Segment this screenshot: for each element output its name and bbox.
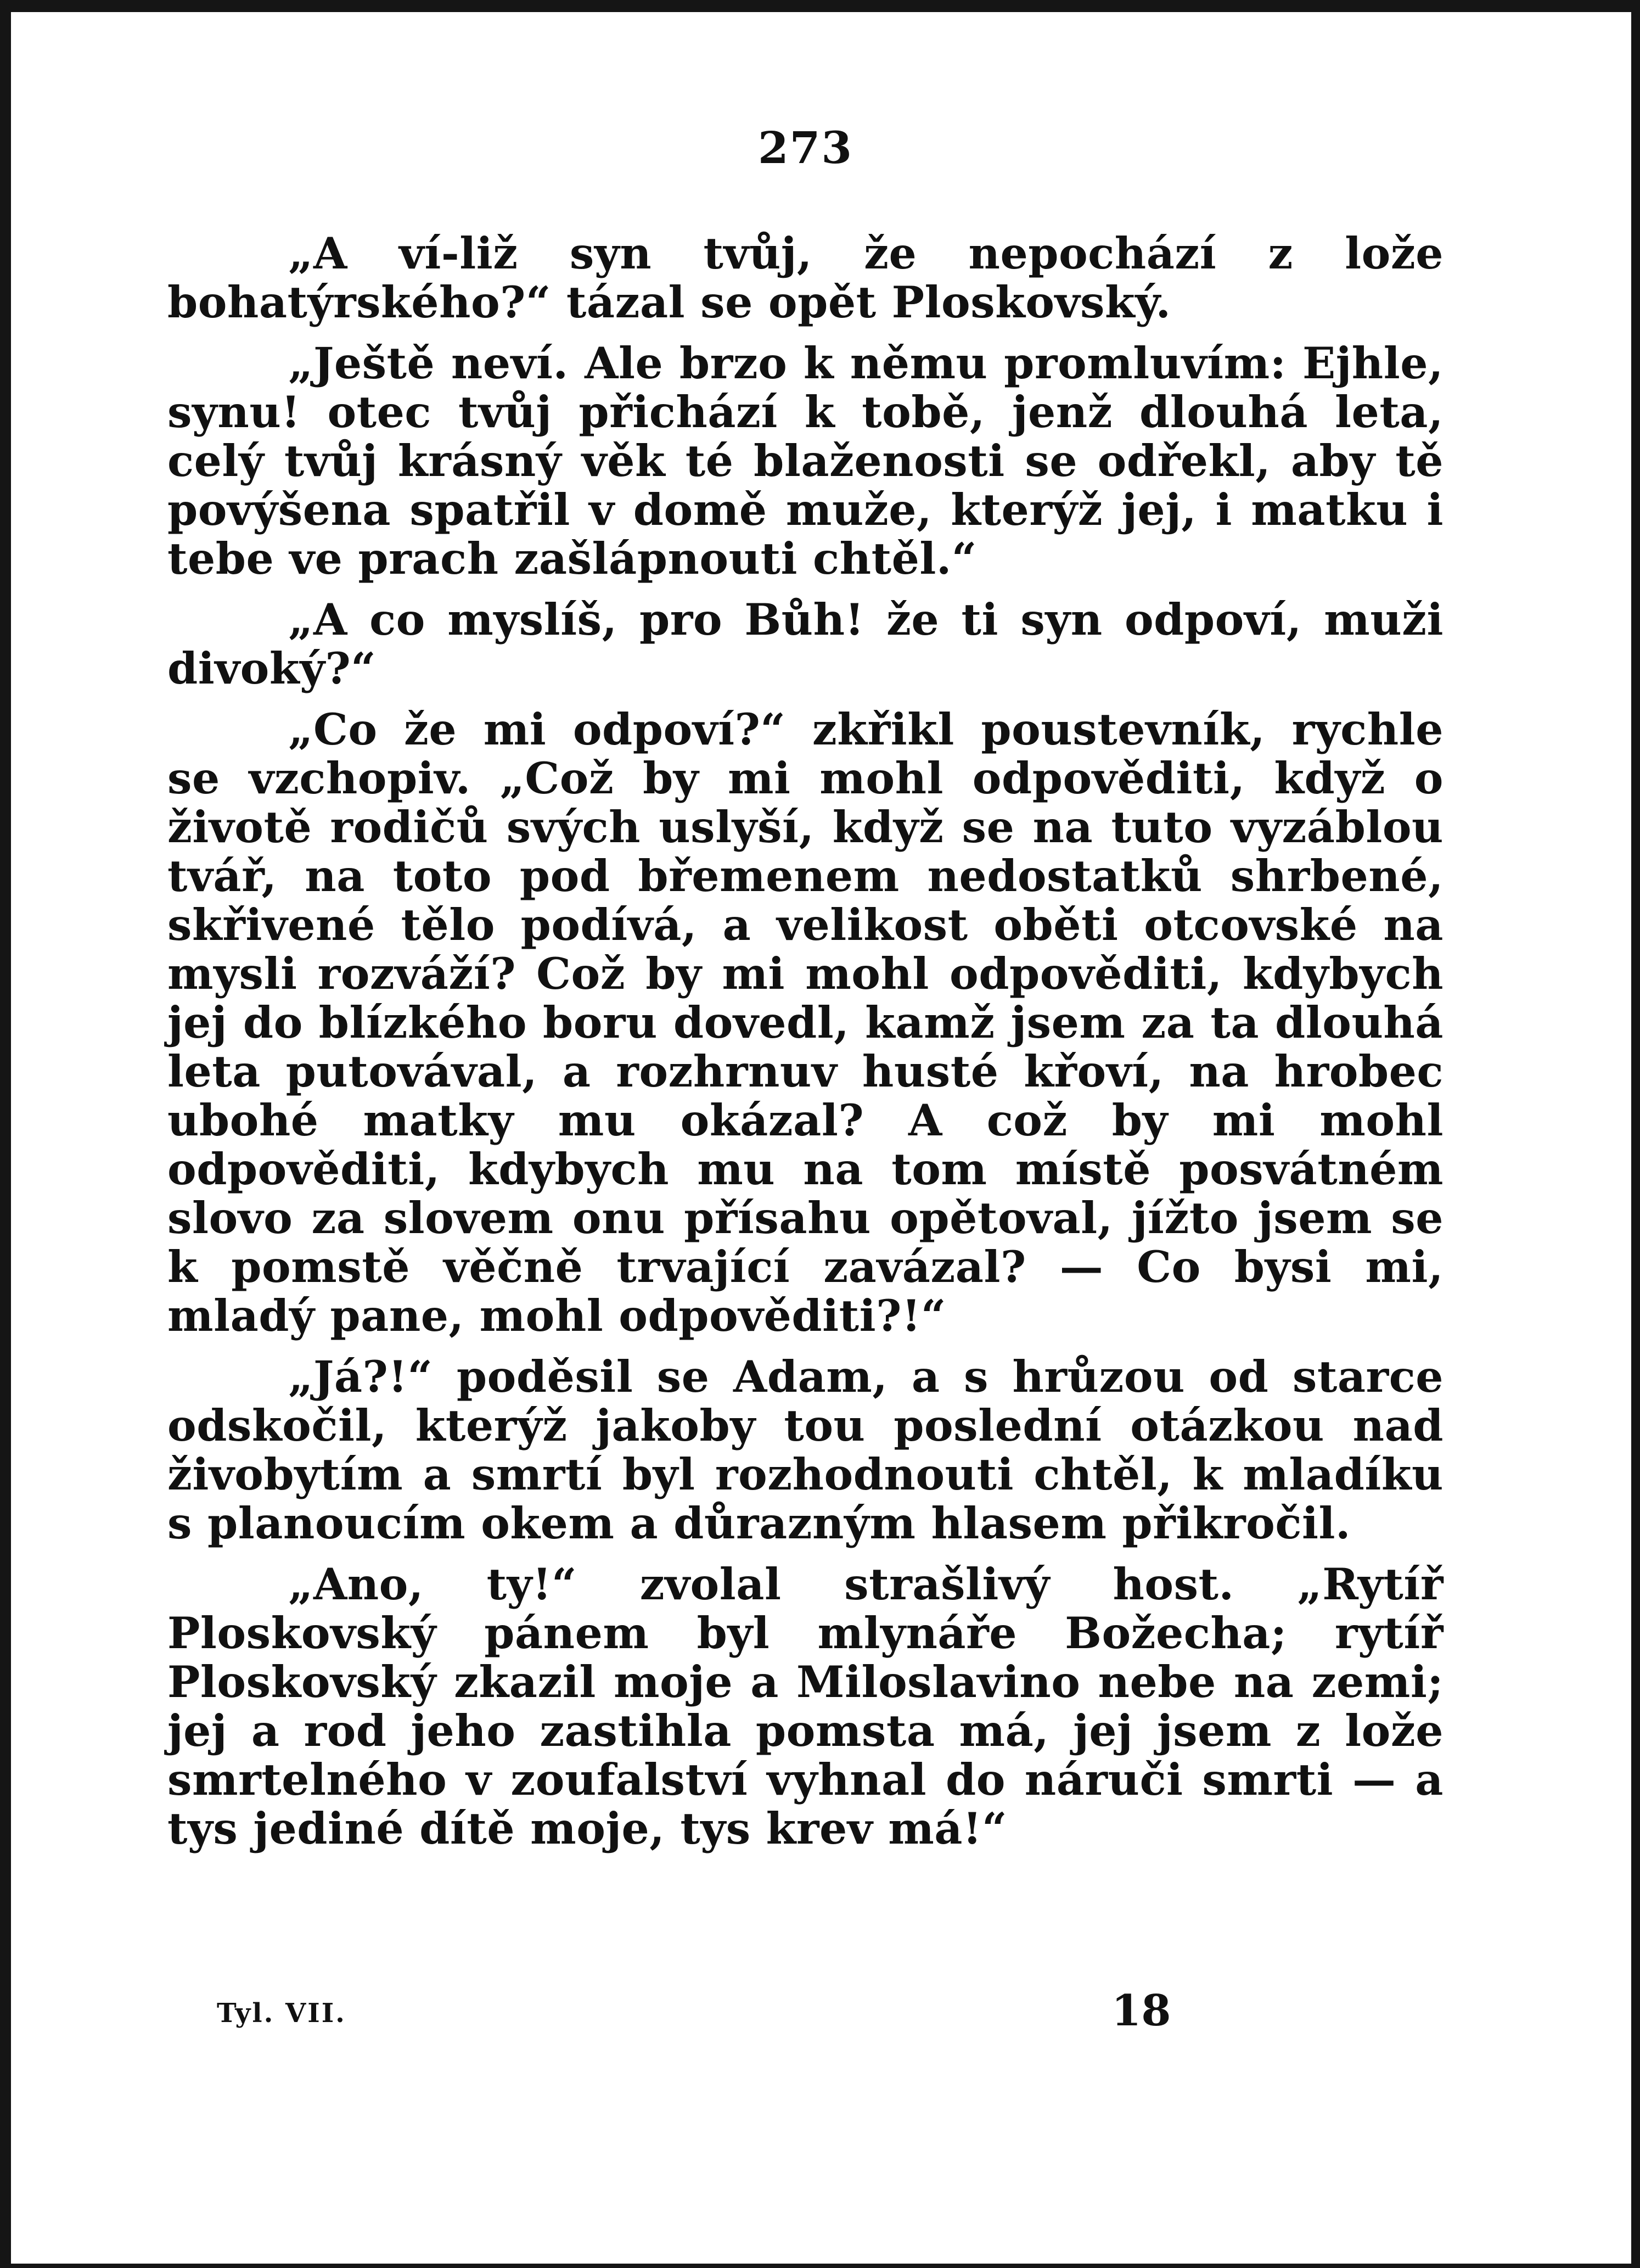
paragraph: „Co že mi odpoví?“ zkřikl poustevník, rychle se vzchopiv. „Což by mi mohl odpověditi, když o životě rodičů svých uslyší, když se na tuto vyzáblou tvář, na toto pod břemenem nedostatků shrbené, skřivené tělo podívá, a velikost oběti otcovské na mysli rozváží? Což by mi mohl odpověditi, kdybych jej do blízkého boru dovedl, kamž jsem za ta dlouhá leta putovával, a rozhrnuv husté křoví, na hrobec ubohé matky mu okázal? A což by mi mohl odpověditi, kdybych mu na tom místě posvátném slovo za slovem onu přísahu opětoval, jížto jsem se k pomstě věčně trvající zavázal? — Co bysi mi, mladý pane, mohl odpověditi?!“	[167, 704, 1444, 1341]
paragraph: „Já?!“ poděsil se Adam, a s hrůzou od starce odskočil, kterýž jakoby tou poslední otázkou nad živobytím a smrtí byl rozhodnouti chtěl, k mladíku s planoucím okem a důrazným hlasem přikročil.	[167, 1351, 1444, 1549]
page-number: 273	[758, 122, 853, 173]
body-text	[167, 229, 1444, 1865]
printer-signature: Tyl. VII.	[217, 1998, 346, 2029]
paragraph: „A ví-liž syn tvůj, že nepochází z lože bohatýrského?“ tázal se opět Ploskovský.	[167, 228, 1444, 328]
paragraph: „Ještě neví. Ale brzo k němu promluvím: Ejhle, synu! otec tvůj přichází k tobě, jenž dlouhá leta, celý tvůj krásný věk té blaženosti se odřekl, aby tě povýšena spatřil v domě muže, kterýž jej, i matku i tebe ve prach zašlápnouti chtěl.“	[167, 338, 1444, 584]
paragraph: „Ano, ty!“ zvolal strašlivý host. „Rytíř Ploskovský pánem byl mlynáře Božecha; rytíř Ploskovský zkazil moje a Miloslavino nebe na zemi; jej a rod jeho zastihla pomsta má, jej jsem z lože smrtelného v zoufalství vyhnal do náruči smrti — a tys jediné dítě moje, tys krev má!“	[167, 1559, 1444, 1854]
page-footer	[167, 1986, 1444, 2041]
signature-mark: 18	[1111, 1986, 1171, 2036]
paragraph: „A co myslíš, pro Bůh! že ti syn odpoví, muži divoký?“	[167, 594, 1444, 694]
